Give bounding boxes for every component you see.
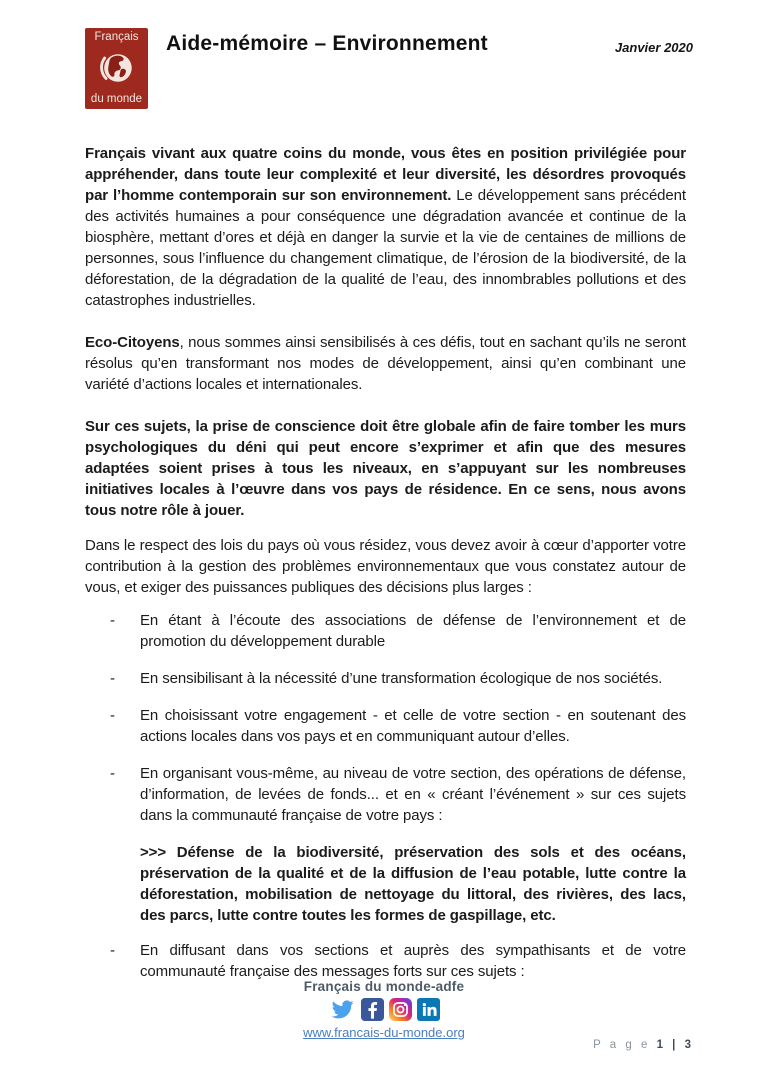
logo-text-top: Français	[94, 31, 139, 43]
list-item-text: En sensibilisant à la nécessité d’une transformation écologique de nos sociétés.	[140, 670, 663, 687]
paragraph-intro-rest: Le développement sans précédent des activités humaines a pour conséquence une dégradation avancée et continue de la biosphère, mettant d’ores et déjà en danger la survie et la vie de centaines de millions de personnes, sous l’influence du changement climatique, de l’érosion de la biodiversité, de la déforestation, de la dégradation de la qualité de l’eau, des innombrables pollutions et des catastrophes industrielles.	[85, 187, 686, 309]
list-item	[85, 668, 686, 689]
bullet-dash: -	[110, 942, 115, 959]
bullet-dash: -	[110, 765, 115, 782]
page-number	[593, 1039, 694, 1051]
page-number-total: 3	[684, 1039, 694, 1051]
page-number-current: 1	[656, 1039, 666, 1051]
paragraph-respect-lois	[85, 535, 686, 598]
list-item	[85, 763, 686, 826]
page-title: Aide-mémoire – Environnement	[166, 32, 488, 55]
list-item-text: En organisant vous-même, au niveau de votre section, des opérations de défense, d’information, de levées de fonds... et en « créant l’événement » sur ces sujets dans la communauté française de votre pays :	[140, 765, 686, 824]
paragraph-eco-citoyens	[85, 332, 686, 395]
page-number-word: P a g e	[593, 1039, 651, 1051]
twitter-icon[interactable]	[329, 998, 356, 1020]
paragraph-intro-bold: Français vivant aux quatre coins du monde, vous êtes en position privilégiée pour appréhender, dans toute leur complexité et leur diversité, les désordres provoqués par l’homme contemporain sur son environnement.	[85, 145, 686, 204]
paragraph-eco-citoyens-bold: Eco-Citoyens	[85, 334, 180, 351]
list-item-text: En choisissant votre engagement - et celle de votre section - en soutenant des actions locales dans vos pays et en communiquant autour d’elles.	[140, 707, 686, 745]
paragraph-prise-de-conscience	[85, 416, 686, 521]
social-icons-row	[0, 997, 768, 1021]
list-item-text: En étant à l’écoute des associations de défense de l’environnement et de promotion du développement durable	[140, 612, 686, 650]
document-body	[85, 143, 686, 998]
paragraph-prise-de-conscience-bold: Sur ces sujets, la prise de conscience doit être globale afin de faire tomber les murs psychologiques du déni qui peut encore s’exprimer et afin que des mesures adaptées soient prises à tous les niveaux, en s’appuyant sur les nombreuses initiatives locales à l’œuvre dans vos pays de résidence. En ce sens, nous avons tous notre rôle à jouer.	[85, 418, 686, 519]
bullet-dash: -	[110, 612, 115, 629]
facebook-icon[interactable]	[361, 998, 384, 1021]
document-date: Janvier 2020	[614, 40, 693, 55]
highlight-paragraph: >>> Défense de la biodiversité, préservation des sols et des océans, préservation de la qualité et de la diffusion de l’eau potable, lutte contre la déforestation, mobilisation de nettoyage du littoral, des rivières, des lacs, des parcs, lutte contre toutes les formes de gaspillage, etc.	[140, 844, 686, 924]
page-number-separator: |	[672, 1039, 679, 1051]
bullet-dash: -	[110, 670, 115, 687]
list-item-text: En diffusant dans vos sections et auprès des sympathisants et de votre communauté française des messages forts sur ces sujets :	[140, 942, 686, 980]
instagram-icon[interactable]	[389, 998, 412, 1021]
paragraph-eco-citoyens-rest: , nous sommes ainsi sensibilisés à ces défis, tout en sachant qu’ils ne seront résolus qu’en transformant nos modes de développement, ainsi qu’en combinant une variété d’actions locales et internationales.	[85, 334, 686, 393]
document-footer	[0, 979, 768, 1042]
list-item	[85, 610, 686, 652]
list-item	[85, 940, 686, 982]
footer-org-name: Français du monde-adfe	[303, 979, 465, 994]
bullet-dash: -	[110, 707, 115, 724]
list-item	[85, 705, 686, 747]
paragraph-intro	[85, 143, 686, 311]
globe-icon	[98, 48, 136, 88]
linkedin-icon[interactable]	[417, 998, 440, 1021]
paragraph-respect-lois-text: Dans le respect des lois du pays où vous résidez, vous devez avoir à cœur d’apporter votre contribution à la gestion des problèmes environnementaux que vous constatez autour de vous, et exiger des puissances publiques des décisions plus larges :	[85, 537, 686, 596]
document-header	[85, 28, 695, 110]
logo-text-bottom: du monde	[90, 93, 143, 105]
org-logo	[85, 28, 148, 109]
website-link[interactable]: www.francais-du-monde.org	[303, 1025, 465, 1040]
